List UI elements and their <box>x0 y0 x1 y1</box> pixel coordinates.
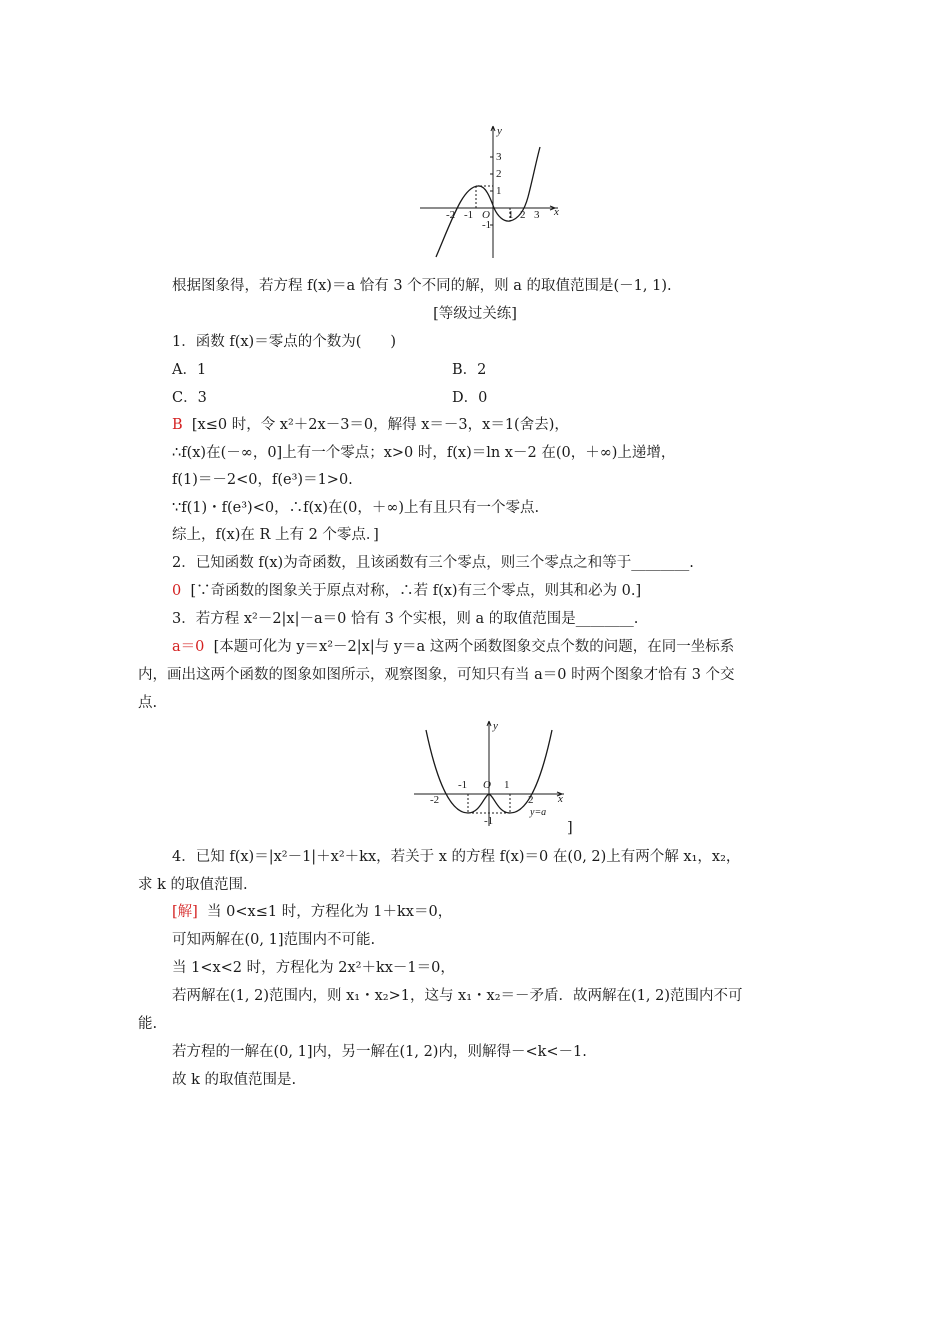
q4-stem-2: 求 k 的取值范围. <box>138 877 248 893</box>
tick-label: 3 <box>534 209 540 221</box>
q3-explain-3: 点. <box>138 695 158 711</box>
q1-explain-5: 综上，f(x)在 R 上有 2 个零点．] <box>172 527 379 543</box>
q4-step-2: 可知两解在(0, 1]范围内不可能. <box>172 932 376 948</box>
section-title: [等级过关练] <box>433 306 517 322</box>
tick-label: 2 <box>528 794 534 806</box>
tick-label: -2 <box>446 209 456 221</box>
y-axis-label: y <box>493 720 498 732</box>
q4-step-5: 能. <box>138 1016 158 1032</box>
tick-label: 1 <box>496 185 502 197</box>
q1-explain-3: f(1)＝－2<0，f(e³)＝1>0. <box>172 472 353 488</box>
x-axis-label: x <box>558 793 563 805</box>
origin-label: O <box>483 779 491 791</box>
tick-label: -1 <box>484 815 494 827</box>
tick-label: 2 <box>496 168 502 180</box>
tick-label: -1 <box>464 209 474 221</box>
intro-paragraph: 根据图象得，若方程 f(x)＝a 恰有 3 个不同的解，则 a 的取值范围是(－1, 1). <box>172 278 672 294</box>
x-axis-label: x <box>554 206 559 218</box>
q3-stem: 3．若方程 x²－2|x|－a＝0 恰有 3 个实根，则 a 的取值范围是________. <box>172 611 639 627</box>
q3-explain-2: 内，画出这两个函数的图象如图所示，观察图象，可知只有当 a＝0 时两个图象才恰有 3 个交 <box>138 667 735 683</box>
q1-option-b: B．2 <box>452 362 487 378</box>
q3-answer-value: a＝0 <box>172 639 205 655</box>
q2-answer-value: 0 <box>172 583 182 599</box>
q4-step-7: 故 k 的取值范围是. <box>172 1072 297 1088</box>
tick-label: -2 <box>430 794 440 806</box>
q1-answer-line <box>172 415 569 435</box>
tick-label: 2 <box>520 209 526 221</box>
q1-option-d: D．0 <box>452 390 488 406</box>
tick-label: 3 <box>496 151 502 163</box>
q3-explain-1: [本题可化为 y＝x²－2|x|与 y＝a 这两个函数图象交点个数的问题，在同一坐标系 <box>213 639 735 655</box>
solution-tag: [解] <box>172 904 198 920</box>
q4-stem-1: 4．已知 f(x)＝|x²－1|＋x²＋kx，若关于 x 的方程 f(x)＝0 在(0, 2)上有两个解 x₁，x₂， <box>172 849 741 865</box>
q1-stem: 1．函数 f(x)＝零点的个数为( ) <box>172 334 397 350</box>
q1-explain-4: ∵f(1)・f(e³)<0，∴f(x)在(0，＋∞)上有且只有一个零点. <box>172 500 540 516</box>
q3-close-bracket: ] <box>567 820 573 836</box>
curve <box>436 147 540 257</box>
tick-label: -1 <box>482 219 492 231</box>
q2-stem: 2．已知函数 f(x)为奇函数，且该函数有三个零点，则三个零点之和等于________. <box>172 555 694 571</box>
q2-answer-line <box>172 581 641 601</box>
q1-option-c: C．3 <box>172 390 207 406</box>
graph-cubic-function <box>418 122 568 262</box>
q4-solution-line <box>172 902 452 922</box>
q2-answer-text: [∵奇函数的图象关于原点对称，∴若 f(x)有三个零点，则其和必为 0.] <box>190 583 642 599</box>
q1-answer-letter: B <box>172 417 183 433</box>
q1-explain-2: ∴f(x)在(－∞，0]上有一个零点；x>0 时，f(x)＝ln x－2 在(0，＋∞)上递增， <box>172 445 676 461</box>
tick-label: 1 <box>504 779 510 791</box>
q1-option-a: A．1 <box>172 362 207 378</box>
q4-step-6: 若方程的一解在(0, 1]内，另一解在(1, 2)内，则解得－<k<－1. <box>172 1044 587 1060</box>
q4-step-3: 当 1<x<2 时，方程化为 2x²＋kx－1＝0， <box>172 960 455 976</box>
graph-w-function <box>412 718 572 833</box>
origin-label: O <box>482 209 490 221</box>
q4-step-1: 当 0<x≤1 时，方程化为 1＋kx＝0， <box>207 904 453 920</box>
q4-step-4: 若两解在(1, 2)范围内，则 x₁・x₂>1，这与 x₁・x₂＝－矛盾．故两解在(1, 2)范围内不可 <box>172 988 743 1004</box>
q3-answer-line <box>172 637 734 657</box>
y-axis-label: y <box>497 125 502 137</box>
q1-explain-1: [x≤0 时，令 x²＋2x－3＝0，解得 x＝－3，x＝1(舍去)， <box>191 417 569 433</box>
line-label: y=a <box>530 807 547 818</box>
tick-label: -1 <box>458 779 468 791</box>
tick-label: 1 <box>508 209 514 221</box>
